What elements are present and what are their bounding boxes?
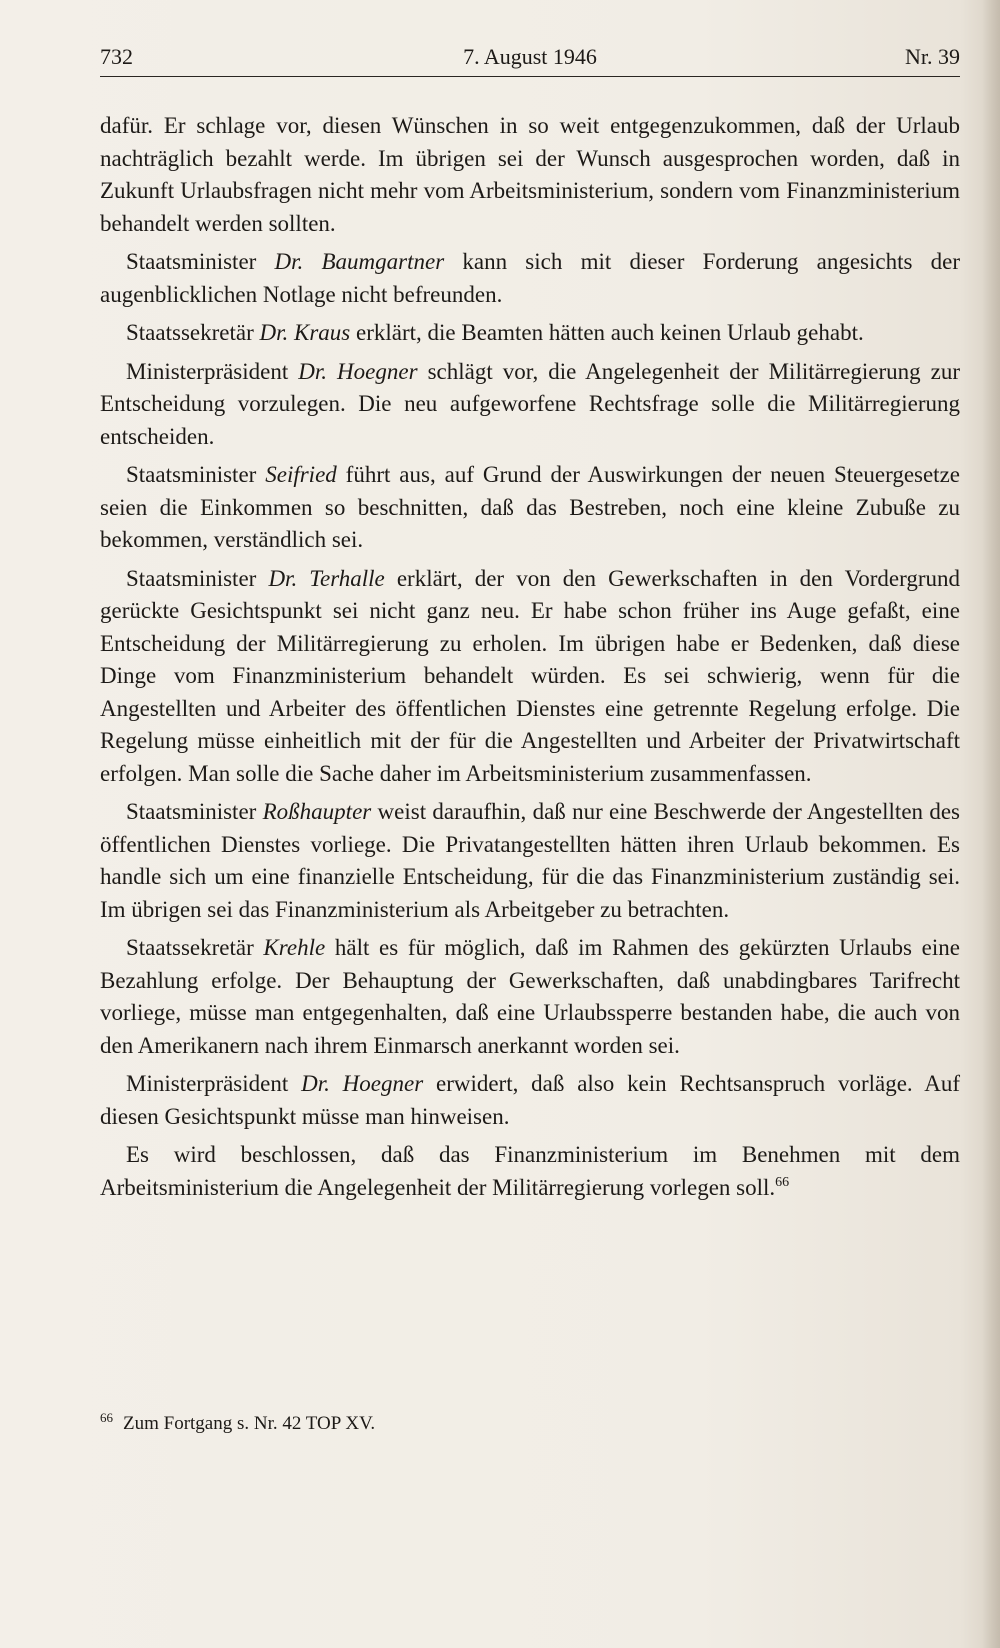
paragraph (100, 1139, 960, 1204)
speaker-name: Roßhaupter (262, 799, 372, 824)
header-date: 7. August 1946 (463, 44, 597, 69)
paragraph (100, 796, 960, 926)
speaker-name: Dr. Hoegner (301, 1071, 424, 1096)
paragraph-text: erklärt, der von den Gewerkschaften in den Vordergrund gerückte Gesichtspunkt sei nicht ganz neu. Er habe schon früher ins Auge gefaßt, eine Entscheidung der Militärregierung zu erholen. Im übrigen habe er Bedenken, daß diese Dinge vom Finanzministerium behandelt würden. Es sei schwierig, wenn für die Angestellten und Arbeiter des öffentlichen Dienstes eine getrennte Regelung erfolge. Die Regelung müsse einheitlich mit der für die Angestellten und Arbeiter der Privatwirtschaft erfolgen. Man solle die Sache daher im Arbeitsministerium zusammenfassen. (100, 565, 960, 786)
footnote-reference: 66 (775, 1174, 790, 1190)
speaker-name: Dr. Terhalle (268, 565, 385, 591)
footnote-66 (100, 1405, 960, 1437)
paragraph-text: Staatsminister (126, 799, 263, 824)
body-text (100, 110, 960, 1210)
paragraph-text: Ministerpräsident (126, 1071, 302, 1096)
paragraph (100, 459, 960, 557)
speaker-name: Dr. Baumgartner (274, 249, 445, 274)
paragraph (100, 356, 960, 454)
paragraph-text: schlägt vor, die Angelegenheit der Militärregierung zur Entscheidung vorzulegen. Die neu aufgeworfene Rechtsfrage solle die Militärregierung entscheiden. (100, 358, 961, 449)
running-header (100, 44, 960, 74)
paragraph (100, 932, 960, 1062)
footnote-number: 66 (100, 1410, 113, 1425)
paragraph-text: erklärt, die Beamten hätten auch keinen Urlaub gehabt. (350, 320, 864, 345)
paragraph-text: führt aus, auf Grund der Auswirkungen der neuen Steuergesetze seien die Einkommen so beschnitten, daß das Bestreben, noch eine kleine Zubuße zu bekommen, verständlich sei. (100, 462, 960, 552)
paragraph-text: Staatssekretär (126, 320, 260, 345)
paragraph-text: Staatsminister (126, 462, 266, 487)
speaker-name: Krehle (263, 935, 326, 960)
page-edge-shadow (982, 0, 1000, 1648)
paragraph-text: erwidert, daß also kein Rechtsanspruch vorläge. Auf diesen Gesichtspunkt müsse man hinweisen. (100, 1071, 961, 1129)
page-number: 732 (100, 44, 133, 69)
paragraph (100, 1068, 960, 1133)
footnote-text: Zum Fortgang s. Nr. 42 TOP XV. (123, 1413, 376, 1434)
paragraph-text: hält es für möglich, daß im Rahmen des gekürzten Urlaubs eine Bezahlung erfolge. Der Behauptung der Gewerkschaften, daß unabdingbares Tarifrecht vorliege, müsse man entgegenhalten, daß eine Urlaubssperre bestanden habe, die auch von den Amerikanern nach ihrem Einmarsch anerkannt worden sei. (100, 935, 960, 1058)
paragraph (100, 317, 960, 350)
speaker-name: Dr. Kraus (259, 320, 351, 345)
paragraph-text: Ministerpräsident (126, 358, 299, 384)
paragraph-text: Staatsminister (126, 565, 269, 591)
paragraph-text: dafür. Er schlage vor, diesen Wünschen in so weit entgegenzukommen, daß der Urlaub nachträglich bezahlt werde. Im übrigen sei der Wunsch ausgesprochen worden, daß in Zukunft Urlaubsfragen nicht mehr vom Arbeitsministerium, sondern vom Finanzministerium behandelt werden sollten. (100, 113, 960, 236)
header-rule (100, 76, 960, 77)
paragraph-text: Es wird beschlossen, daß das Finanzministerium im Benehmen mit dem Arbeitsministerium die Angelegenheit der Militärregierung vorlegen soll. (100, 1142, 960, 1200)
paragraph-text: Staatsminister (126, 249, 275, 274)
speaker-name: Dr. Hoegner (298, 358, 418, 384)
speaker-name: Seifried (265, 462, 337, 487)
paragraph (100, 110, 960, 240)
document-number: Nr. 39 (905, 44, 960, 69)
paragraph-text: Staatssekretär (126, 935, 264, 960)
paragraph (100, 563, 960, 791)
paragraph (100, 246, 960, 311)
paragraph-text: kann sich mit dieser Forderung angesichts der augenblicklichen Notlage nicht befreunden. (100, 249, 960, 307)
paragraph-text: weist daraufhin, daß nur eine Beschwerde der Angestellten des öffentlichen Dienstes vorliege. Die Privatangestellten hätten ihren Urlaub bekommen. Es handle sich um eine finanzielle Entscheidung, für die das Finanzministerium zuständig sei. Im übrigen sei das Finanzministerium als Arbeitgeber zu betrachten. (100, 799, 960, 922)
